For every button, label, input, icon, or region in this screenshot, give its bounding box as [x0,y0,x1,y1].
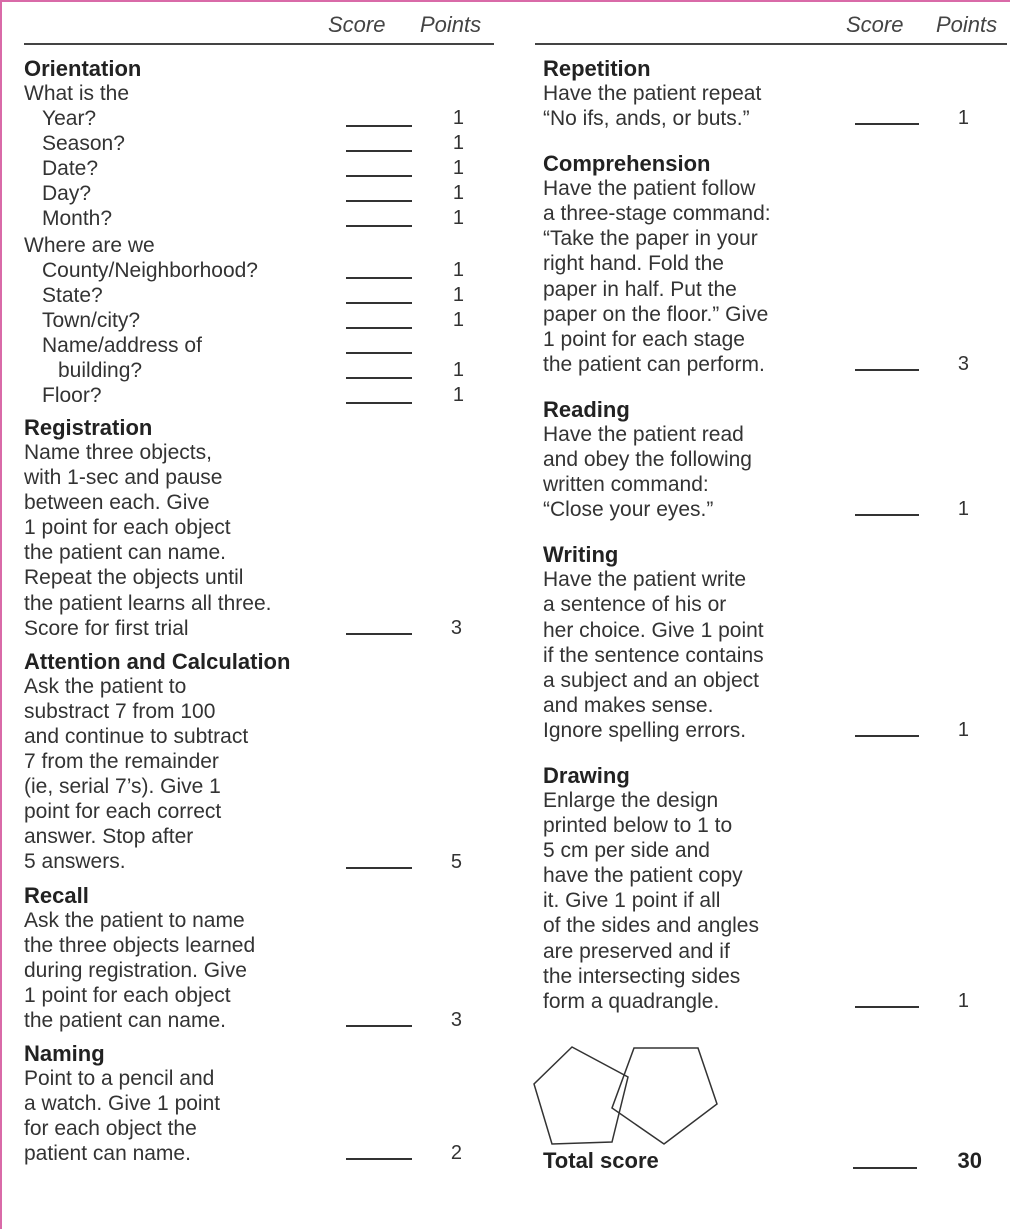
comprehension-line: paper in half. Put the [543,277,737,301]
reading-line: and obey the following [543,448,752,472]
writing-line: a subject and an object [543,668,759,692]
orientation-place-question: Town/city? [42,309,141,332]
orientation-place-score-blank[interactable] [346,377,412,379]
drawing-line: 5 cm per side and [543,839,710,863]
naming-instructions [24,1066,346,1166]
registration-line: Name three objects, [24,441,212,464]
orientation-time-question: Date? [42,157,99,180]
orientation-time-points: 1 [452,207,464,229]
writing-title: Writing [543,542,619,568]
drawing-line: of the sides and angles [543,914,759,938]
naming-line: Point to a pencil and [24,1066,215,1090]
drawing-line: printed below to 1 to [543,814,733,838]
attention-line: 5 answers. [24,850,126,874]
attention-title: Attention and Calculation [24,648,291,674]
orientation-place-question: County/Neighborhood? [42,259,258,282]
writing-score-blank[interactable] [855,735,919,737]
attention-line: answer. Stop after [24,825,194,849]
repetition-section [543,56,1003,131]
recall-line: the three objects learned [24,933,256,957]
orientation-intro-place: Where are we [24,234,155,257]
right-points-header: Points [936,12,998,37]
naming-section [24,1041,500,1166]
orientation-time-question: Season? [42,132,125,155]
attention-points: 5 [450,850,462,873]
orientation-time-row [24,206,500,231]
comprehension-title: Comprehension [543,151,711,177]
reading-line: Have the patient read [543,422,744,446]
right-header-rule [535,43,1007,45]
orientation-place-score-blank[interactable] [346,277,412,279]
repetition-line: Have the patient repeat [543,82,762,105]
comprehension-section [543,151,1003,377]
orientation-time-row [24,131,500,156]
comprehension-line: Have the patient follow [543,177,756,201]
writing-line: Have the patient write [543,568,747,592]
comprehension-line: right hand. Fold the [543,252,724,276]
orientation-time-score-blank[interactable] [346,225,412,227]
attention-section [24,649,500,875]
orientation-place-points: 1 [452,259,464,281]
orientation-place-score-blank[interactable] [346,327,412,329]
recall-section [24,883,500,1033]
orientation-time-row [24,106,500,131]
orientation-place-row [24,383,500,408]
orientation-time-question: Month? [42,207,113,230]
drawing-section [543,763,1003,1014]
left-score-header: Score [328,12,386,37]
comprehension-line: paper on the floor.” Give [543,302,769,326]
drawing-title: Drawing [543,762,630,788]
drawing-line: the intersecting sides [543,964,741,988]
comprehension-instructions [543,176,851,377]
naming-title: Naming [24,1040,105,1066]
reading-line: written command: [543,473,709,497]
orientation-place-score-blank[interactable] [346,352,412,354]
reading-section [543,397,1003,522]
orientation-time-score-blank[interactable] [346,200,412,202]
reading-points: 1 [957,498,969,521]
drawing-points: 1 [957,989,969,1012]
orientation-title: Orientation [24,56,142,81]
repetition-instructions [543,81,851,131]
attention-line: point for each correct [24,800,222,824]
recall-line: 1 point for each object [24,983,231,1007]
orientation-place-points: 1 [452,309,464,331]
registration-line: 1 point for each object [24,516,231,540]
comprehension-line: 1 point for each stage [543,327,745,351]
repetition-points: 1 [957,107,969,130]
orientation-time-score-blank[interactable] [346,175,412,177]
orientation-time-points: 1 [452,182,464,204]
registration-line: with 1-sec and pause [24,466,223,490]
registration-points: 3 [450,616,462,639]
writing-line: if the sentence contains [543,643,764,667]
orientation-place-question: Floor? [42,384,102,407]
attention-line: (ie, serial 7’s). Give 1 [24,775,221,799]
naming-line: for each object the [24,1117,197,1141]
orientation-place-points: 1 [452,359,464,381]
drawing-line: have the patient copy [543,864,743,888]
writing-instructions [543,567,851,743]
orientation-place-row [24,333,500,358]
page-left-border [0,0,2,1229]
registration-section [24,415,500,641]
orientation-time-row [24,181,500,206]
writing-section [543,542,1003,743]
recall-line: during registration. Give [24,958,247,982]
drawing-line: form a quadrangle. [543,989,720,1013]
registration-line: Repeat the objects until [24,566,244,590]
writing-line: a sentence of his or [543,593,727,617]
attention-instructions [24,674,346,875]
total-points: 30 [957,1148,982,1173]
orientation-place-question: building? [58,359,143,382]
naming-score-blank[interactable] [346,1158,412,1160]
writing-line: and makes sense. [543,693,714,717]
orientation-time-score-blank[interactable] [346,125,412,127]
orientation-place-score-blank[interactable] [346,302,412,304]
orientation-time-points: 1 [452,132,464,154]
recall-score-blank[interactable] [346,1025,412,1027]
comprehension-line: “Take the paper in your [543,227,758,251]
writing-line: Ignore spelling errors. [543,718,747,742]
left-points-header: Points [420,12,482,37]
orientation-place-row [24,358,500,383]
orientation-time-points: 1 [452,107,464,129]
attention-line: 7 from the remainder [24,750,219,774]
recall-points: 3 [450,1008,462,1031]
orientation-time-points: 1 [452,157,464,179]
recall-title: Recall [24,882,89,908]
orientation-time-score-blank[interactable] [346,150,412,152]
total-score-label: Total score [543,1148,659,1173]
orientation-place-row [24,283,500,308]
attention-line: Ask the patient to [24,674,187,698]
drawing-line: are preserved and if [543,939,730,963]
comprehension-line: the patient can perform. [543,352,765,376]
recall-line: the patient can name. [24,1008,226,1032]
registration-line: the patient learns all three. [24,591,272,615]
repetition-line: “No ifs, ands, or buts.” [543,107,750,131]
recall-line: Ask the patient to name [24,908,245,932]
naming-line: a watch. Give 1 point [24,1092,221,1116]
naming-points: 2 [450,1142,462,1165]
naming-line: patient can name. [24,1142,191,1166]
registration-line: Score for first trial [24,616,189,640]
attention-score-blank[interactable] [346,867,412,869]
writing-line: her choice. Give 1 point [543,618,764,642]
repetition-score-blank[interactable] [855,123,919,125]
recall-instructions [24,908,346,1033]
registration-instructions [24,440,346,641]
orientation-place-row [24,258,500,283]
orientation-place-question: State? [42,284,103,307]
orientation-intro-time: What is the [24,82,130,105]
comprehension-points: 3 [957,352,969,375]
left-header-rule [24,43,494,45]
orientation-place-list [24,258,500,408]
drawing-instructions [543,788,851,1014]
reading-title: Reading [543,396,630,422]
registration-line: the patient can name. [24,541,226,565]
comprehension-score-blank[interactable] [855,369,919,371]
drawing-line: Enlarge the design [543,788,719,812]
orientation-section [24,56,500,408]
writing-points: 1 [957,718,969,741]
orientation-place-row [24,308,500,333]
total-score-blank[interactable] [853,1167,917,1169]
right-column [543,56,1003,1014]
orientation-place-points: 1 [452,284,464,306]
orientation-time-question: Year? [42,107,97,130]
registration-score-blank[interactable] [346,633,412,635]
attention-line: and continue to subtract [24,724,249,748]
reading-instructions [543,422,851,522]
orientation-place-score-blank[interactable] [346,402,412,404]
registration-title: Registration [24,415,153,440]
left-column [24,56,500,1166]
orientation-time-list [24,106,500,231]
comprehension-line: a three-stage command: [543,202,771,226]
right-score-header: Score [846,12,904,37]
reading-score-blank[interactable] [855,514,919,516]
orientation-time-row [24,156,500,181]
pentagon-right [612,1048,717,1144]
repetition-title: Repetition [543,56,651,81]
drawing-score-blank[interactable] [855,1006,919,1008]
reading-line: “Close your eyes.” [543,498,714,522]
drawing-line: it. Give 1 point if all [543,889,721,913]
attention-line: substract 7 from 100 [24,699,216,723]
page-top-border [0,0,1010,2]
registration-line: between each. Give [24,491,210,515]
orientation-place-question: Name/address of [42,334,202,357]
pentagon-left [534,1047,628,1144]
orientation-time-question: Day? [42,182,92,205]
orientation-place-points: 1 [452,384,464,406]
